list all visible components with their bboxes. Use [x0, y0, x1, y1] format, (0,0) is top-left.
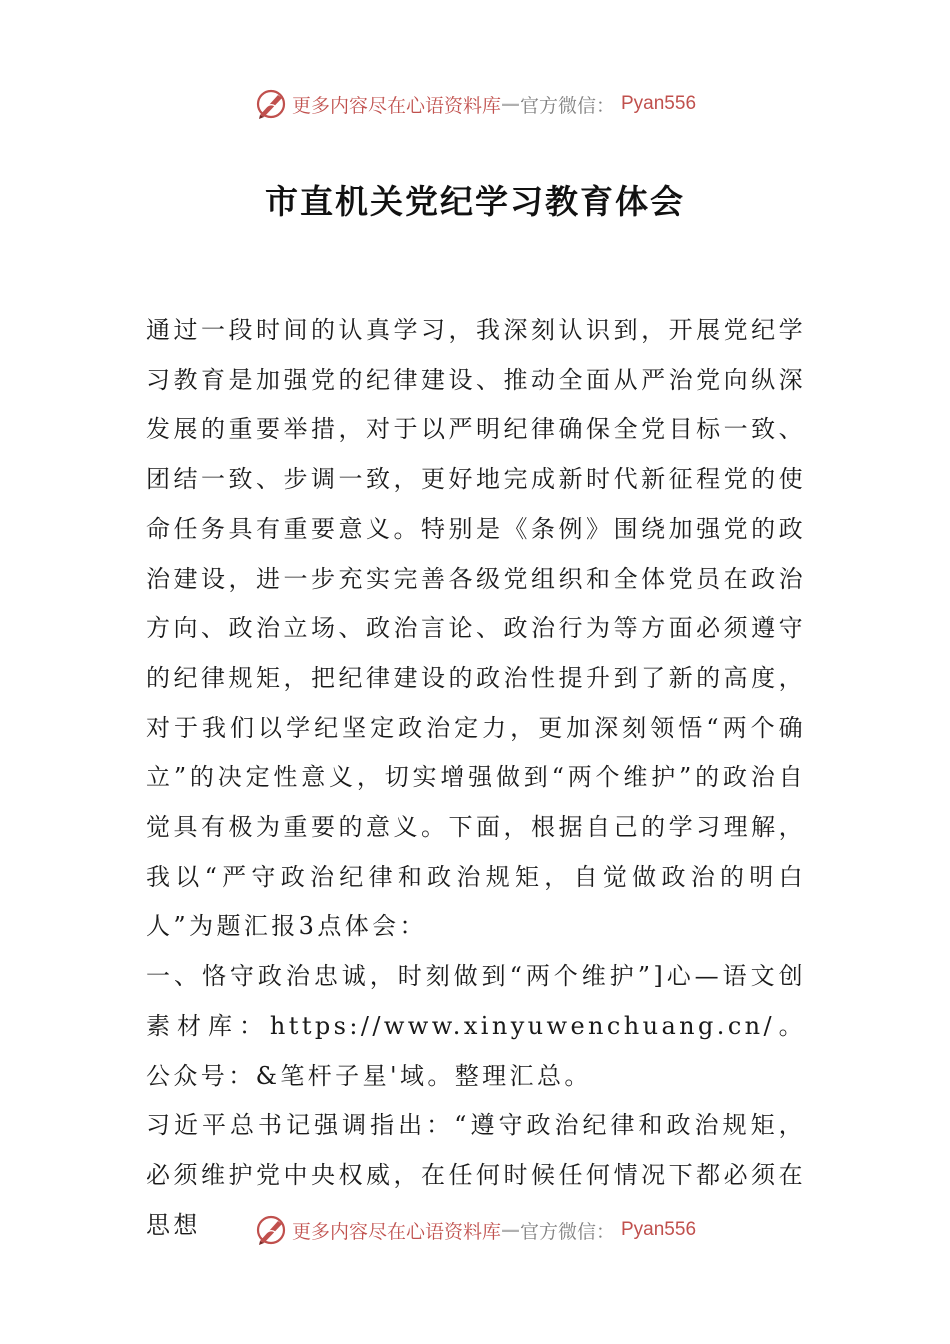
header-watermark: [0, 84, 950, 124]
pen-circle-logo-icon: [254, 87, 288, 121]
watermark-wechat-id: Pyan556: [621, 1219, 697, 1240]
body-paragraph-section-heading: 一、恪守政治忠诚，时刻做到“两个维护”]心—语文创素材库：https://www.xinyuwenchuang.cn/。公众号：&笔杆子星'域。整理汇总。: [146, 962, 806, 1090]
watermark-text: 更多内容尽在心语资料库: [291, 94, 501, 117]
watermark-official-label: 官方微信：: [519, 1220, 615, 1243]
footer-watermark: [0, 1210, 950, 1250]
watermark-text: 更多内容尽在心语资料库: [291, 1220, 501, 1243]
watermark-wechat-id: Pyan556: [621, 93, 697, 114]
watermark-official-label: 官方微信：: [519, 94, 615, 117]
document-body: [146, 306, 806, 1250]
watermark-separator: —: [500, 93, 520, 115]
body-paragraph-intro: 通过一段时间的认真学习，我深刻认识到，开展党纪学习教育是加强党的纪律建设、推动全面从严治党向纵深发展的重要举措，对于以严明纪律确保全党目标一致、团结一致、步调一致，更好地完成新时代新征程党的使命任务具有重要意义。特别是《条例》围绕加强党的政治建设，进一步充实完善各级党组织和全体党员在政治方向、政治立场、政治言论、政治行为等方面必须遵守的纪律规矩，把纪律建设的政治性提升到了新的高度，对于我们以学纪坚定政治定力，更加深刻领悟“两个确立”的决定性意义，切实增强做到“两个维护”的政治自觉具有极为重要的意义。下面，根据自己的学习理解，我以“严守政治纪律和政治规矩，自觉做政治的明白人”为题汇报3点体会：: [146, 316, 806, 941]
watermark-separator: —: [500, 1219, 520, 1241]
body-paragraph-quote: 习近平总书记强调指出：“遵守政治纪律和政治规矩，必须维护党中央权威，在任何时候任何情况下都必须在思想: [146, 1111, 806, 1239]
document-title: 市直机关党纪学习教育体会: [265, 182, 685, 221]
pen-circle-logo-icon: [254, 1213, 288, 1247]
